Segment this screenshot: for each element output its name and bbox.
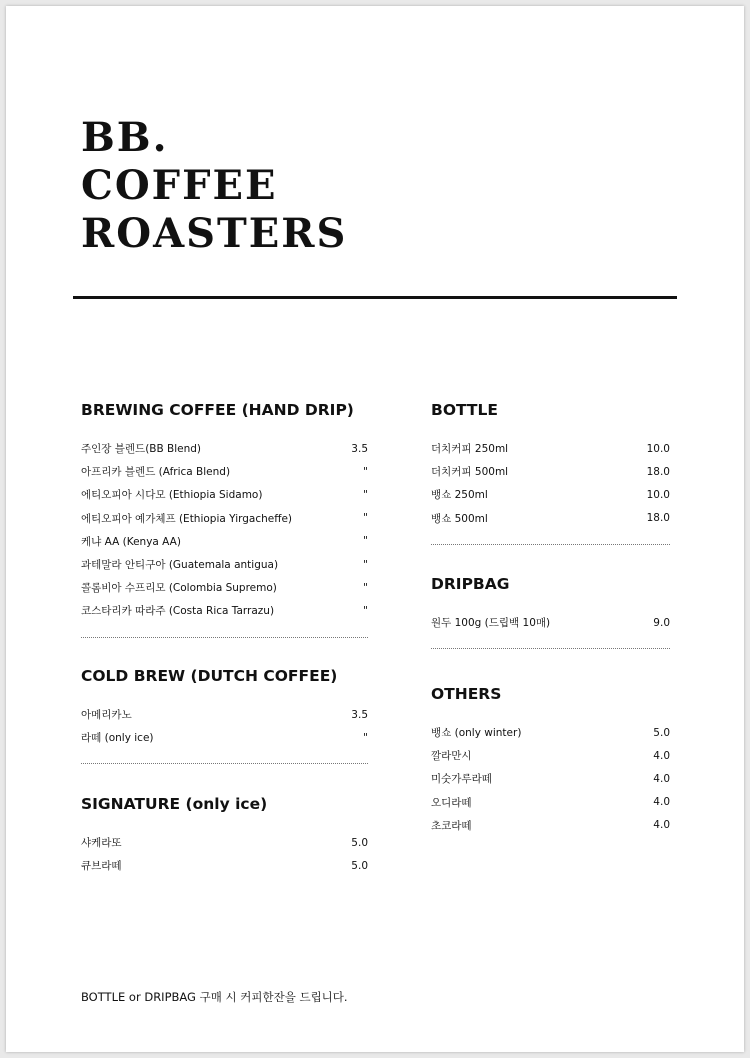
item-price: " <box>363 488 368 501</box>
section-title: OTHERS <box>431 685 502 703</box>
menu-item <box>431 507 670 530</box>
item-price: 4.0 <box>653 796 670 809</box>
menu-item <box>81 483 368 506</box>
menu-item <box>81 437 368 460</box>
section-signature <box>81 794 368 877</box>
brand-line-1: BB. <box>81 114 169 161</box>
item-price: " <box>363 465 368 478</box>
menu-item <box>431 437 670 460</box>
section-title: BOTTLE <box>431 401 498 419</box>
menu-list <box>431 437 670 530</box>
section-others <box>431 684 670 837</box>
item-price: 18.0 <box>646 512 670 525</box>
menu-item <box>431 767 670 790</box>
item-price: 5.0 <box>351 836 368 849</box>
item-price: 4.0 <box>653 772 670 785</box>
item-price: 3.5 <box>351 708 368 721</box>
item-name: 뱅쇼 (only winter) <box>431 727 522 740</box>
section-divider <box>431 648 670 649</box>
section-divider <box>431 544 670 545</box>
item-price: " <box>363 581 368 594</box>
section-divider <box>81 637 368 638</box>
section-title: SIGNATURE (only ice) <box>81 795 268 813</box>
item-price: 10.0 <box>646 442 670 455</box>
menu-item <box>81 530 368 553</box>
item-name: 뱅쇼 250ml <box>431 489 488 502</box>
item-name: 더치커피 250ml <box>431 443 509 456</box>
menu-item <box>81 703 368 726</box>
item-price: 9.0 <box>653 616 670 629</box>
item-name: 원두 100g (드립백 10매) <box>431 617 551 630</box>
section-bottle <box>431 400 670 545</box>
menu-list <box>431 611 670 634</box>
menu-item <box>431 814 670 837</box>
section-divider <box>81 763 368 764</box>
item-name: 콜롬비아 수프리모 (Colombia Supremo) <box>81 582 277 595</box>
menu-item <box>431 611 670 634</box>
section-cold-brew <box>81 666 368 764</box>
brand-line-3: ROASTERS <box>81 210 348 257</box>
menu-page <box>6 6 744 1052</box>
item-price: " <box>363 604 368 617</box>
item-price: " <box>363 731 368 744</box>
item-name: 라떼 (only ice) <box>81 732 154 745</box>
item-price: 3.5 <box>351 442 368 455</box>
menu-item <box>81 460 368 483</box>
menu-list <box>431 721 670 837</box>
item-name: 뱅쇼 500ml <box>431 512 488 525</box>
menu-item <box>81 576 368 599</box>
item-price: " <box>363 512 368 525</box>
item-price: 5.0 <box>351 859 368 872</box>
item-name: 과테말라 안티구아 (Guatemala antigua) <box>81 559 279 572</box>
menu-item <box>81 599 368 622</box>
header-divider <box>73 296 677 299</box>
item-name: 샤케라또 <box>81 837 122 850</box>
menu-item <box>431 721 670 744</box>
item-price: 4.0 <box>653 749 670 762</box>
menu-item <box>431 483 670 506</box>
item-price: 18.0 <box>646 465 670 478</box>
menu-item <box>431 744 670 767</box>
item-name: 미숫가루라떼 <box>431 773 492 786</box>
item-price: 5.0 <box>653 726 670 739</box>
footer-note: BOTTLE or DRIPBAG 구매 시 커피한잔을 드립니다. <box>81 990 348 1004</box>
item-price: " <box>363 535 368 548</box>
menu-item <box>431 460 670 483</box>
section-title: COLD BREW (DUTCH COFFEE) <box>81 667 338 685</box>
item-name: 에티오피아 시다모 (Ethiopia Sidamo) <box>81 489 263 502</box>
item-price: 10.0 <box>646 488 670 501</box>
item-name: 아메리카노 <box>81 709 132 722</box>
menu-item <box>81 553 368 576</box>
item-price: 4.0 <box>653 819 670 832</box>
item-name: 깔라만시 <box>431 750 472 763</box>
item-price: " <box>363 558 368 571</box>
item-name: 주인장 블렌드(BB Blend) <box>81 443 202 456</box>
menu-list <box>81 831 368 877</box>
section-title: BREWING COFFEE (HAND DRIP) <box>81 401 354 419</box>
item-name: 초코라떼 <box>431 819 472 832</box>
item-name: 에티오피아 예가체프 (Ethiopia Yirgacheffe) <box>81 512 293 525</box>
brand-line-2: COFFEE <box>81 162 278 209</box>
menu-item <box>81 854 368 877</box>
item-name: 큐브라떼 <box>81 860 122 873</box>
item-name: 케냐 AA (Kenya AA) <box>81 535 181 548</box>
menu-list <box>81 703 368 749</box>
menu-list <box>81 437 368 623</box>
item-name: 아프리카 블렌드 (Africa Blend) <box>81 466 231 479</box>
item-name: 오디라떼 <box>431 796 472 809</box>
menu-item <box>81 726 368 749</box>
item-name: 코스타리카 따라주 (Costa Rica Tarrazu) <box>81 605 275 618</box>
menu-item <box>431 791 670 814</box>
section-brewing-coffee <box>81 400 368 638</box>
menu-item <box>81 831 368 854</box>
section-title: DRIPBAG <box>431 575 510 593</box>
section-dripbag <box>431 574 670 649</box>
menu-item <box>81 507 368 530</box>
item-name: 더치커피 500ml <box>431 466 509 479</box>
brand-title <box>81 114 347 258</box>
